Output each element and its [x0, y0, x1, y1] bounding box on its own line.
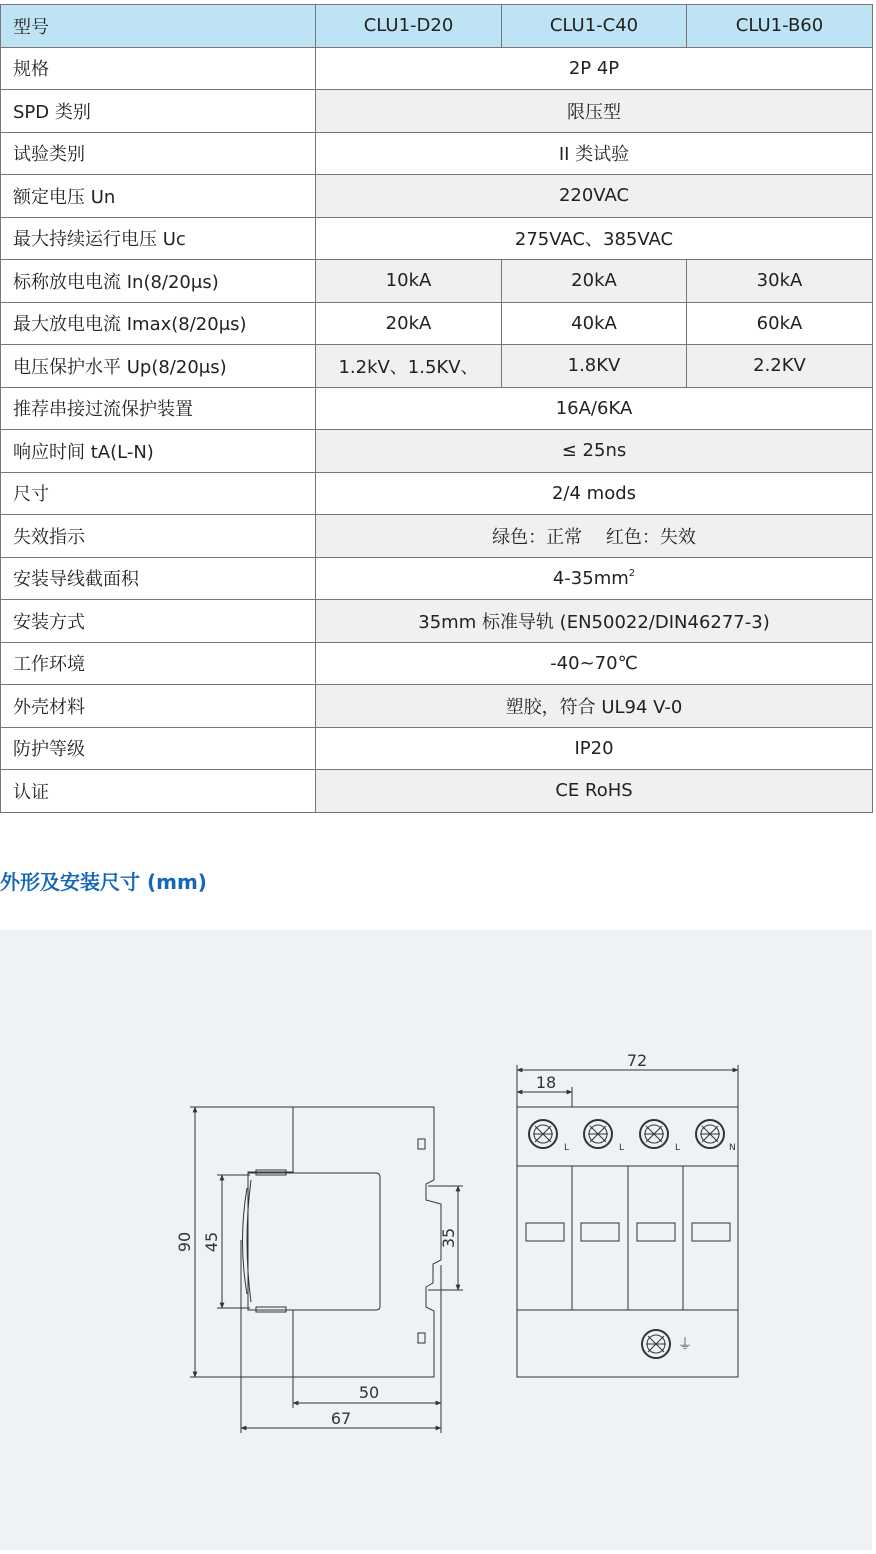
terminal-screw-icon: [584, 1120, 612, 1148]
row-value: 限压型: [316, 90, 873, 133]
table-header-row: [1, 5, 873, 48]
row-label: 防护等级: [1, 727, 316, 770]
table-row: [1, 302, 873, 345]
row-value: 绿色：正常 红色：失效: [316, 515, 873, 558]
dim-label-72: 72: [626, 1051, 648, 1070]
table-row: [1, 600, 873, 643]
row-label: 电压保护水平 Up(8/20μs): [1, 345, 316, 388]
table-row: [1, 47, 873, 90]
row-value: 20kA: [316, 302, 502, 345]
row-value: IP20: [316, 727, 873, 770]
section-title: 外形及安装尺寸 (mm): [0, 870, 207, 894]
row-value: 2/4 mods: [316, 472, 873, 515]
row-value: 1.2kV、1.5KV、: [316, 345, 502, 388]
dim-label-35: 35: [439, 1227, 458, 1249]
dimension-drawing: [0, 930, 872, 1550]
side-view-front-curve: [243, 1188, 248, 1294]
row-label: SPD 类别: [1, 90, 316, 133]
table-row: [1, 727, 873, 770]
status-window: [692, 1223, 730, 1241]
wire-superscript: 2: [628, 567, 636, 579]
row-label: 安装导线截面积: [1, 557, 316, 600]
ground-symbol-icon: ⏚: [677, 1335, 693, 1353]
row-label: 尺寸: [1, 472, 316, 515]
row-value: 35mm 标准导轨 (EN50022/DIN46277-3): [316, 600, 873, 643]
row-value: [316, 557, 873, 600]
row-value: -40~70℃: [316, 642, 873, 685]
status-window: [581, 1223, 619, 1241]
row-label: 响应时间 tA(L-N): [1, 430, 316, 473]
row-value: 60kA: [687, 302, 873, 345]
row-value: ≤ 25ns: [316, 430, 873, 473]
table-row: [1, 515, 873, 558]
model-c40: CLU1-C40: [502, 5, 687, 48]
row-value: 1.8KV: [502, 345, 687, 388]
table-row: [1, 770, 873, 813]
table-row: [1, 557, 873, 600]
table-row: [1, 685, 873, 728]
row-value: 20kA: [502, 260, 687, 303]
model-d20: CLU1-D20: [316, 5, 502, 48]
row-label: 最大放电电流 Imax(8/20μs): [1, 302, 316, 345]
terminal-label: L: [564, 1143, 570, 1153]
row-value: 2.2KV: [687, 345, 873, 388]
spec-table: [0, 4, 873, 813]
row-label: 规格: [1, 47, 316, 90]
front-view-labels: [536, 1051, 647, 1092]
terminal-label: N: [729, 1143, 736, 1153]
row-value: 275VAC、385VAC: [316, 217, 873, 260]
table-row: [1, 430, 873, 473]
terminal-screw-icon: [640, 1120, 668, 1148]
row-value: 30kA: [687, 260, 873, 303]
front-view: [517, 1065, 738, 1377]
row-value: 塑胶，符合 UL94 V-0: [316, 685, 873, 728]
dim-label-45: 45: [202, 1231, 221, 1253]
dim-label-67: 67: [330, 1409, 352, 1428]
row-value: 220VAC: [316, 175, 873, 218]
row-label: 工作环境: [1, 642, 316, 685]
table-row: [1, 132, 873, 175]
table-row: [1, 175, 873, 218]
terminal-screw-icon: [696, 1120, 724, 1148]
terminal-label: L: [619, 1143, 625, 1153]
table-row: [1, 217, 873, 260]
dim-label-18: 18: [535, 1073, 557, 1092]
row-label: 额定电压 Un: [1, 175, 316, 218]
header-label: 型号: [1, 5, 316, 48]
table-row: [1, 90, 873, 133]
table-row: [1, 387, 873, 430]
status-window: [526, 1223, 564, 1241]
wire-value: 4-35mm: [552, 567, 629, 589]
row-value: II 类试验: [316, 132, 873, 175]
terminal-screw-icon: [529, 1120, 557, 1148]
terminal-label: L: [675, 1143, 681, 1153]
row-label: 失效指示: [1, 515, 316, 558]
table-row: [1, 642, 873, 685]
row-value: 2P 4P: [316, 47, 873, 90]
model-b60: CLU1-B60: [687, 5, 873, 48]
side-view: [190, 1107, 463, 1433]
row-value: 40kA: [502, 302, 687, 345]
row-value: 16A/6KA: [316, 387, 873, 430]
dim-label-50: 50: [358, 1383, 380, 1402]
ground-screw-icon: [642, 1330, 670, 1358]
row-label: 试验类别: [1, 132, 316, 175]
row-label: 标称放电电流 In(8/20μs): [1, 260, 316, 303]
status-window: [637, 1223, 675, 1241]
row-label: 安装方式: [1, 600, 316, 643]
table-row: [1, 260, 873, 303]
row-label: 外壳材料: [1, 685, 316, 728]
row-value: 10kA: [316, 260, 502, 303]
row-label: 最大持续运行电压 Uc: [1, 217, 316, 260]
table-row: [1, 472, 873, 515]
row-value: CE RoHS: [316, 770, 873, 813]
dimension-drawing-panel: [0, 930, 872, 1550]
dim-label-90: 90: [175, 1231, 194, 1253]
side-view-outline: [248, 1107, 441, 1377]
table-row: [1, 345, 873, 388]
row-label: 推荐串接过流保护装置: [1, 387, 316, 430]
row-label: 认证: [1, 770, 316, 813]
